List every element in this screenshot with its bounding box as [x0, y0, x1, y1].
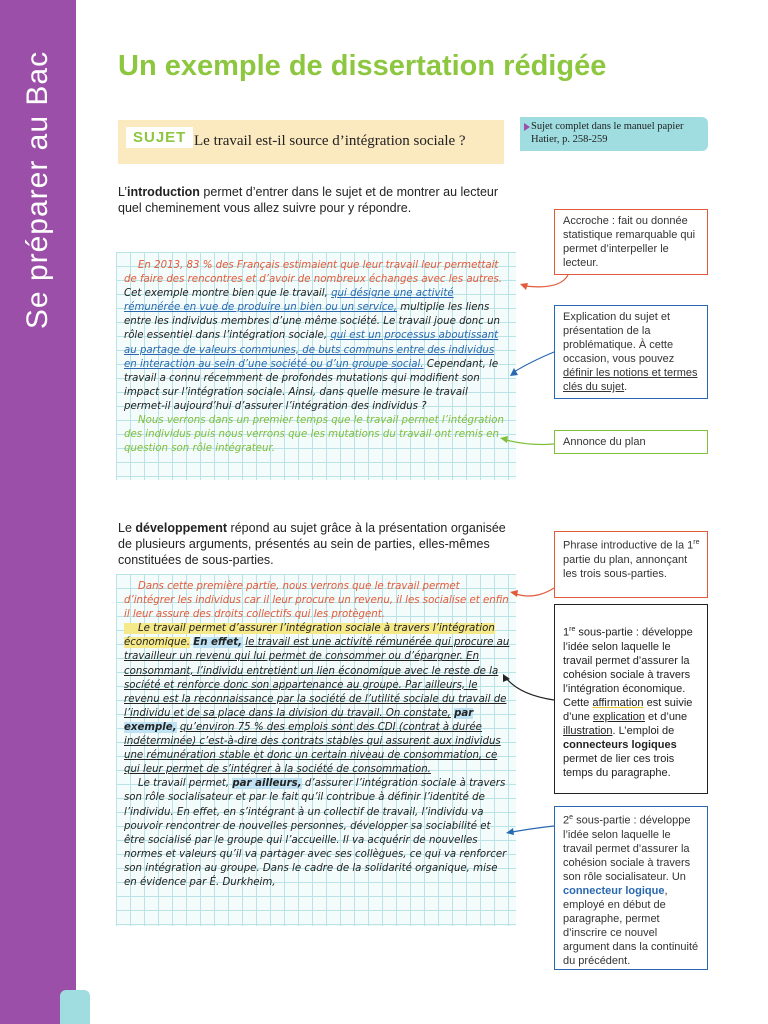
subject-box	[118, 120, 504, 164]
note-phrase-introductive: Phrase introductive de la 1re partie du plan, annonçant les trois sous-parties.	[554, 531, 708, 598]
triangle-arrow-icon	[524, 123, 530, 131]
illustration-text: qu’environ 75 % des emplois sont des CDI (contrat à durée indéterminée) c’est-à-dire des contrats stables qui assurent aux individus une rémunération stable et donc un certain niveau de consommation, ce qui leur permet de s’intégrer à la société de consommation.	[124, 721, 501, 776]
explication-text: le travail est une activité rémunérée qui procure au travailleur un revenu qui lui permet de consommer ou d’épargner. En consommant, l’individu entretient un lien économique avec le reste de la société et renforce donc son appartenance au groupe. Par ailleurs, le revenu est la reconnaissance par la société de l’utilité sociale du travail de l’individu et de sa place dans la division du travail. On constate,	[124, 637, 510, 719]
dev-intro-text: Dans cette première partie, nous verrons que le travail permet d’intégrer les individus car il leur procure un revenu, il les socialise et enfin il leur assure des droits collectifs qui les protègent.	[124, 581, 509, 621]
note-accroche: Accroche : fait ou donnée statistique remarquable qui permet d’interpeller le lecteur.	[554, 209, 708, 275]
intro-keyword: introduction	[127, 185, 200, 199]
arrow-sous-partie-2	[512, 826, 554, 832]
page-tab	[60, 990, 90, 1024]
plan-text: Nous verrons dans un premier temps que le travail permet l’intégration des individus puis nous verrons que les mutations du travail ont remis en question son rôle intégrateur.	[124, 415, 504, 455]
arrow-accroche	[525, 275, 568, 287]
connector-par-ailleurs: par ailleurs,	[232, 778, 302, 790]
accroche-text: En 2013, 83 % des Français estimaient que leur travail leur permettait de faire des rencontres et d’avoir de nombreux échanges avec les autres.	[124, 260, 503, 286]
note-annonce-plan: Annonce du plan	[554, 430, 708, 454]
dev-keyword: développement	[135, 521, 228, 535]
arrow-phrase-intro	[516, 588, 554, 596]
arrow-explication	[514, 352, 554, 372]
reference-box[interactable]	[520, 117, 708, 151]
intro-handwritten-block	[116, 252, 516, 480]
definition-integration: qui est un processus aboutissant au partage de valeurs communes, de buts communs entre des individus en interaction au sein d’une société ou d’un groupe social.	[124, 330, 499, 370]
page-title: Un exemple de dissertation rédigée	[118, 50, 607, 82]
note-sous-partie-2: 2e sous-partie : développe l’idée selon laquelle le travail permet d’assurer la cohésion sociale à travers son rôle socialisateur. Un connecteur logique, employé en début de paragraphe, permet d’inscrire ce nouvel argument dans la continuité du précédent.	[554, 806, 708, 970]
definition-travail: qui désigne une activité rémunérée en vue de produire un bien ou un service,	[124, 288, 454, 314]
dev-explanation: Le développement répond au sujet grâce à la présentation organisée de plusieurs arguments, présentés au sein de parties, elles-mêmes constituées de sous-parties.	[118, 521, 506, 567]
dev-handwritten-text: Dans cette première partie, nous verrons que le travail permet d’intégrer les individus car il leur procure un revenu, il les socialise et enfin il leur assure des droits collectifs qui les protègent. Le travail permet d’assurer l’intégration sociale à travers l’intégration économique. En effet, le travail est une activité rémunérée qui procure au travailleur un revenu qui lui permet de consommer ou d’épargner. En consommant, l’individu entretient un lien économique avec le reste de la société et renforce donc son appartenance au groupe. Par ailleurs, le revenu est la reconnaissance par la société de l’utilité sociale du travail de l’individu et de sa place dans la division du travail. On constate, par exemple, qu’environ 75 % des emplois sont des CDI (contrat à durée indéterminée) c’est-à-dire des contrats stables qui assurent aux individus une rémunération stable et donc un certain niveau de consommation, ce qui leur permet de s’intégrer à la société de consommation. Le travail permet, par ailleurs, d’assurer l’intégration sociale à travers son rôle socialisateur et par le fait qu’il contribue à définir l’identité de l’individu. En effet, en s’intégrant à un collectif de travail, l’individu va pouvoir rencontrer de nouvelles personnes, développer sa sociabilité et être socialisé par le groupe qui l’accueille. Il va acquérir de nouvelles normes et valeurs qu’il va partager avec ses collègues, ce qui va renforcer son intégration au groupe. Dans le cadre de la solidarité organique, mise en évidence par É. Durkheim,	[124, 581, 510, 888]
intro-explanation: L’introduction permet d’entrer dans le sujet et de montrer au lecteur quel cheminement vous allez suivre pour y répondre.	[118, 185, 499, 215]
sidebar	[0, 0, 76, 1024]
arrow-accroche-head	[520, 283, 528, 290]
connector-par-exemple: par exemple,	[124, 707, 474, 733]
note-explication: Explication du sujet et présentation de la problématique. À cette occasion, vous pouvez définir les notions et termes clés du sujet.	[554, 305, 708, 399]
affirmation-text: Le travail permet d’assurer l’intégration sociale à travers l’intégration économique.	[124, 623, 495, 649]
intro-handwritten-text: En 2013, 83 % des Français estimaient que leur travail leur permettait de faire des rencontres et d’avoir de nombreux échanges avec les autres. Cet exemple montre bien que le travail, qui désigne une activité rémunérée en vue de produire un bien ou un service, multiplie les liens entre les individus membres d’une même société. Le travail joue donc un rôle essentiel dans l’intégration sociale, qui est un processus aboutissant au partage de valeurs communes, de buts communs entre des individus en interaction au sein d’une société ou d’un groupe social. Cependant, le travail a connu récemment de profondes mutations qui modifient son impact sur l’intégration sociale. Ainsi, dans quelle mesure le travail permet-il aujourd’hui d’assurer l’intégration des individus ? Nous verrons dans un premier temps que le travail permet l’intégration des individus puis nous verrons que les mutations du travail ont remis en question son rôle intégrateur.	[124, 260, 504, 455]
subject-tag: SUJET	[126, 127, 193, 148]
subject-question: Le travail est-il source d’intégration sociale ?	[194, 133, 466, 149]
reference-text: Sujet complet dans le manuel papier Hatier, p. 258-259	[531, 121, 684, 145]
dev-handwritten-block	[116, 574, 516, 926]
note-sous-partie-1: 1re sous-partie : développe l’idée selon laquelle le travail permet d’assurer la cohésion sociale à travers l’intégration économique. Cette affirmation est suivie d’une explication et d’une illustration. L’emploi de connecteurs logiques permet de lier ces trois temps du paragraphe.	[554, 604, 708, 794]
connector-en-effet: En effet,	[193, 637, 243, 649]
sidebar-title: Se préparer au Bac	[21, 50, 54, 330]
